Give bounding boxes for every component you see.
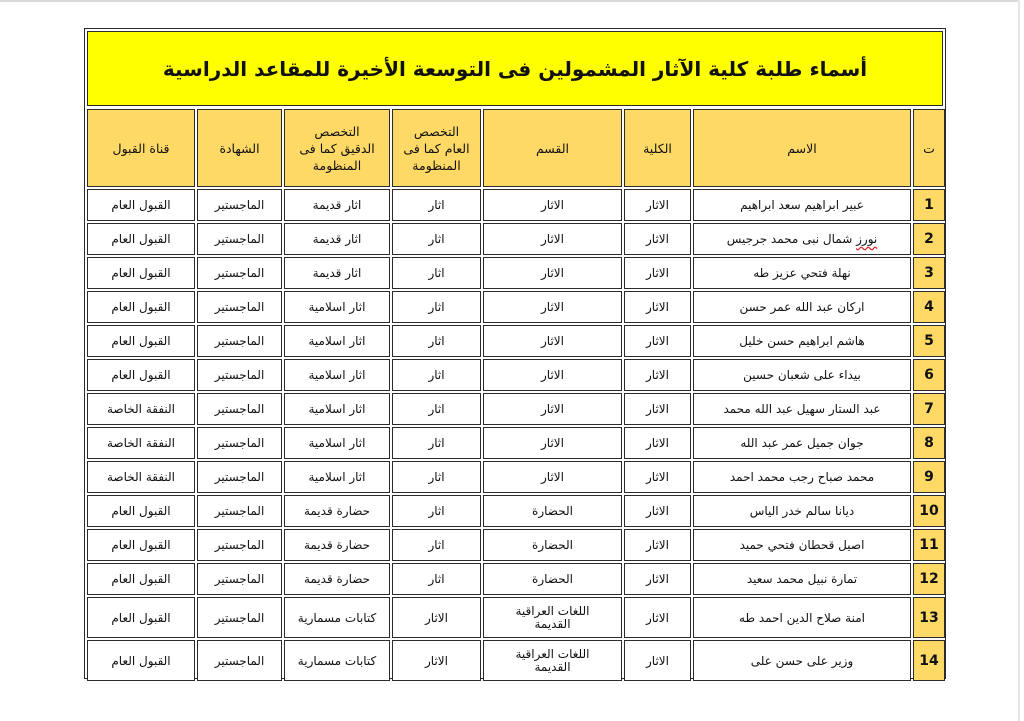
general-specialization: اثار — [392, 359, 481, 391]
general-specialization: اثار — [392, 291, 481, 323]
student-name — [693, 529, 911, 561]
general-specialization: اثار — [392, 461, 481, 493]
table-row — [87, 325, 945, 357]
header-degree: الشهادة — [197, 109, 282, 187]
department-text: الاثار — [541, 198, 564, 212]
precise-specialization: اثار اسلامية — [284, 461, 390, 493]
degree: الماجستير — [197, 223, 282, 255]
student-name-text: وزير على حسن على — [750, 653, 854, 668]
row-number: 11 — [913, 529, 945, 561]
department-text: اللغات العراقية القديمة — [515, 646, 590, 674]
general-specialization: الاثار — [392, 640, 481, 681]
department — [483, 291, 622, 323]
degree: الماجستير — [197, 393, 282, 425]
college: الاثار — [624, 495, 691, 527]
college: الاثار — [624, 291, 691, 323]
student-name — [693, 325, 911, 357]
table-row — [87, 427, 945, 459]
student-name-text: نهلة فتحي عزيز طه — [753, 266, 851, 280]
precise-specialization: اثار اسلامية — [284, 291, 390, 323]
degree: الماجستير — [197, 597, 282, 638]
admission-channel: القبول العام — [87, 291, 195, 323]
degree: الماجستير — [197, 189, 282, 221]
student-name — [693, 597, 911, 638]
table-row — [87, 640, 945, 681]
degree: الماجستير — [197, 563, 282, 595]
precise-specialization: اثار قديمة — [284, 257, 390, 289]
college: الاثار — [624, 563, 691, 595]
department — [483, 223, 622, 255]
admission-channel: القبول العام — [87, 325, 195, 357]
general-specialization: اثار — [392, 393, 481, 425]
precise-specialization: اثار قديمة — [284, 189, 390, 221]
college: الاثار — [624, 223, 691, 255]
general-specialization: اثار — [392, 495, 481, 527]
table-row — [87, 393, 945, 425]
header-precise-spec: التخصص الدقيق كما فى المنظومة — [284, 109, 390, 187]
college: الاثار — [624, 359, 691, 391]
table-row — [87, 359, 945, 391]
student-name-text: نورز — [856, 232, 878, 246]
header-college: الكلية — [624, 109, 691, 187]
admission-channel: القبول العام — [87, 223, 195, 255]
department-text: الاثار — [541, 402, 564, 416]
row-number: 2 — [913, 223, 945, 255]
precise-specialization: اثار اسلامية — [284, 325, 390, 357]
row-number: 14 — [913, 640, 945, 681]
student-name — [693, 291, 911, 323]
student-name — [693, 393, 911, 425]
student-name-text: عبير ابراهيم سعد ابراهيم — [740, 198, 864, 212]
page-edge — [1018, 0, 1020, 721]
department-text: الاثار — [541, 368, 564, 382]
student-name — [693, 359, 911, 391]
college: الاثار — [624, 393, 691, 425]
precise-specialization: اثار اسلامية — [284, 393, 390, 425]
college: الاثار — [624, 257, 691, 289]
page-edge — [0, 0, 1020, 2]
degree: الماجستير — [197, 461, 282, 493]
student-name — [693, 461, 911, 493]
student-name-text: امنة صلاح الدين احمد طه — [739, 610, 865, 625]
table-row — [87, 495, 945, 527]
degree: الماجستير — [197, 325, 282, 357]
table-row — [87, 597, 945, 638]
student-name — [693, 427, 911, 459]
department — [483, 325, 622, 357]
student-name-text: جوان جميل عمر عبد الله — [740, 436, 864, 450]
header-channel: قناة القبول — [87, 109, 195, 187]
row-number: 7 — [913, 393, 945, 425]
table-body — [87, 189, 945, 681]
degree: الماجستير — [197, 495, 282, 527]
precise-specialization: حضارة قديمة — [284, 529, 390, 561]
header-department: القسم — [483, 109, 622, 187]
student-name — [693, 495, 911, 527]
student-name-text: ديانا سالم خدر الياس — [749, 504, 855, 518]
row-number: 12 — [913, 563, 945, 595]
precise-specialization: اثار اسلامية — [284, 359, 390, 391]
student-name — [693, 189, 911, 221]
department-text: اللغات العراقية القديمة — [515, 603, 590, 631]
department — [483, 529, 622, 561]
table-row — [87, 291, 945, 323]
student-name-text: تمارة نبيل محمد سعيد — [746, 572, 858, 586]
college: الاثار — [624, 461, 691, 493]
admission-channel: النفقة الخاصة — [87, 461, 195, 493]
department — [483, 427, 622, 459]
precise-specialization: حضارة قديمة — [284, 563, 390, 595]
college: الاثار — [624, 640, 691, 681]
students-table — [85, 107, 947, 683]
department — [483, 257, 622, 289]
header-name: الاسم — [693, 109, 911, 187]
precise-specialization: كتابات مسمارية — [284, 597, 390, 638]
student-name — [693, 223, 911, 255]
student-name-text: شمال نبى محمد جرجيس — [726, 232, 857, 246]
college: الاثار — [624, 529, 691, 561]
table-row — [87, 529, 945, 561]
row-number: 8 — [913, 427, 945, 459]
degree: الماجستير — [197, 427, 282, 459]
department — [483, 393, 622, 425]
department — [483, 461, 622, 493]
department — [483, 189, 622, 221]
admission-channel: القبول العام — [87, 495, 195, 527]
student-name-text: عبد الستار سهيل عبد الله محمد — [723, 402, 881, 416]
student-name — [693, 640, 911, 681]
admission-channel: القبول العام — [87, 640, 195, 681]
college: الاثار — [624, 189, 691, 221]
department-text: الاثار — [541, 334, 564, 348]
department-text: الاثار — [541, 470, 564, 484]
student-list-sheet — [84, 28, 946, 679]
college: الاثار — [624, 597, 691, 638]
admission-channel: القبول العام — [87, 359, 195, 391]
precise-specialization: اثار قديمة — [284, 223, 390, 255]
precise-specialization: حضارة قديمة — [284, 495, 390, 527]
general-specialization: الاثار — [392, 597, 481, 638]
row-number: 9 — [913, 461, 945, 493]
degree: الماجستير — [197, 529, 282, 561]
department-text: الاثار — [541, 436, 564, 450]
general-specialization: اثار — [392, 257, 481, 289]
table-row — [87, 461, 945, 493]
general-specialization: اثار — [392, 189, 481, 221]
student-name-text: هاشم ابراهيم حسن خليل — [739, 334, 865, 348]
department — [483, 563, 622, 595]
student-name-text: اركان عبد الله عمر حسن — [739, 300, 865, 314]
general-specialization: اثار — [392, 529, 481, 561]
precise-specialization: اثار اسلامية — [284, 427, 390, 459]
student-name-text: محمد صباح رجب محمد احمد — [729, 470, 875, 484]
row-number: 4 — [913, 291, 945, 323]
admission-channel: القبول العام — [87, 563, 195, 595]
header-general-spec: التخصص العام كما فى المنظومة — [392, 109, 481, 187]
admission-channel: القبول العام — [87, 597, 195, 638]
row-number: 5 — [913, 325, 945, 357]
department — [483, 495, 622, 527]
table-row — [87, 257, 945, 289]
degree: الماجستير — [197, 291, 282, 323]
row-number: 6 — [913, 359, 945, 391]
admission-channel: النفقة الخاصة — [87, 427, 195, 459]
department-text: الحضارة — [532, 538, 573, 552]
general-specialization: اثار — [392, 223, 481, 255]
department-text: الحضارة — [532, 504, 573, 518]
student-name-text: بيداء على شعبان حسين — [743, 368, 861, 382]
header-num: ت — [913, 109, 945, 187]
row-number: 10 — [913, 495, 945, 527]
table-row — [87, 223, 945, 255]
college: الاثار — [624, 325, 691, 357]
department-text: الاثار — [541, 266, 564, 280]
degree: الماجستير — [197, 640, 282, 681]
admission-channel: القبول العام — [87, 189, 195, 221]
department — [483, 359, 622, 391]
row-number: 13 — [913, 597, 945, 638]
student-name-text: اصيل قحطان فتحي حميد — [739, 538, 865, 552]
precise-specialization: كتابات مسمارية — [284, 640, 390, 681]
degree: الماجستير — [197, 257, 282, 289]
department — [483, 640, 622, 681]
student-name — [693, 563, 911, 595]
department-text: الحضارة — [532, 572, 573, 586]
table-row — [87, 189, 945, 221]
general-specialization: اثار — [392, 325, 481, 357]
department-text: الاثار — [541, 300, 564, 314]
department-text: الاثار — [541, 232, 564, 246]
admission-channel: النفقة الخاصة — [87, 393, 195, 425]
document-title: أسماء طلبة كلية الآثار المشمولين فى التوسعة الأخيرة للمقاعد الدراسية — [87, 31, 943, 106]
admission-channel: القبول العام — [87, 529, 195, 561]
department — [483, 597, 622, 638]
row-number: 3 — [913, 257, 945, 289]
college: الاثار — [624, 427, 691, 459]
general-specialization: اثار — [392, 563, 481, 595]
admission-channel: القبول العام — [87, 257, 195, 289]
table-row — [87, 563, 945, 595]
degree: الماجستير — [197, 359, 282, 391]
general-specialization: اثار — [392, 427, 481, 459]
table-header-row — [87, 109, 945, 187]
student-name — [693, 257, 911, 289]
row-number: 1 — [913, 189, 945, 221]
